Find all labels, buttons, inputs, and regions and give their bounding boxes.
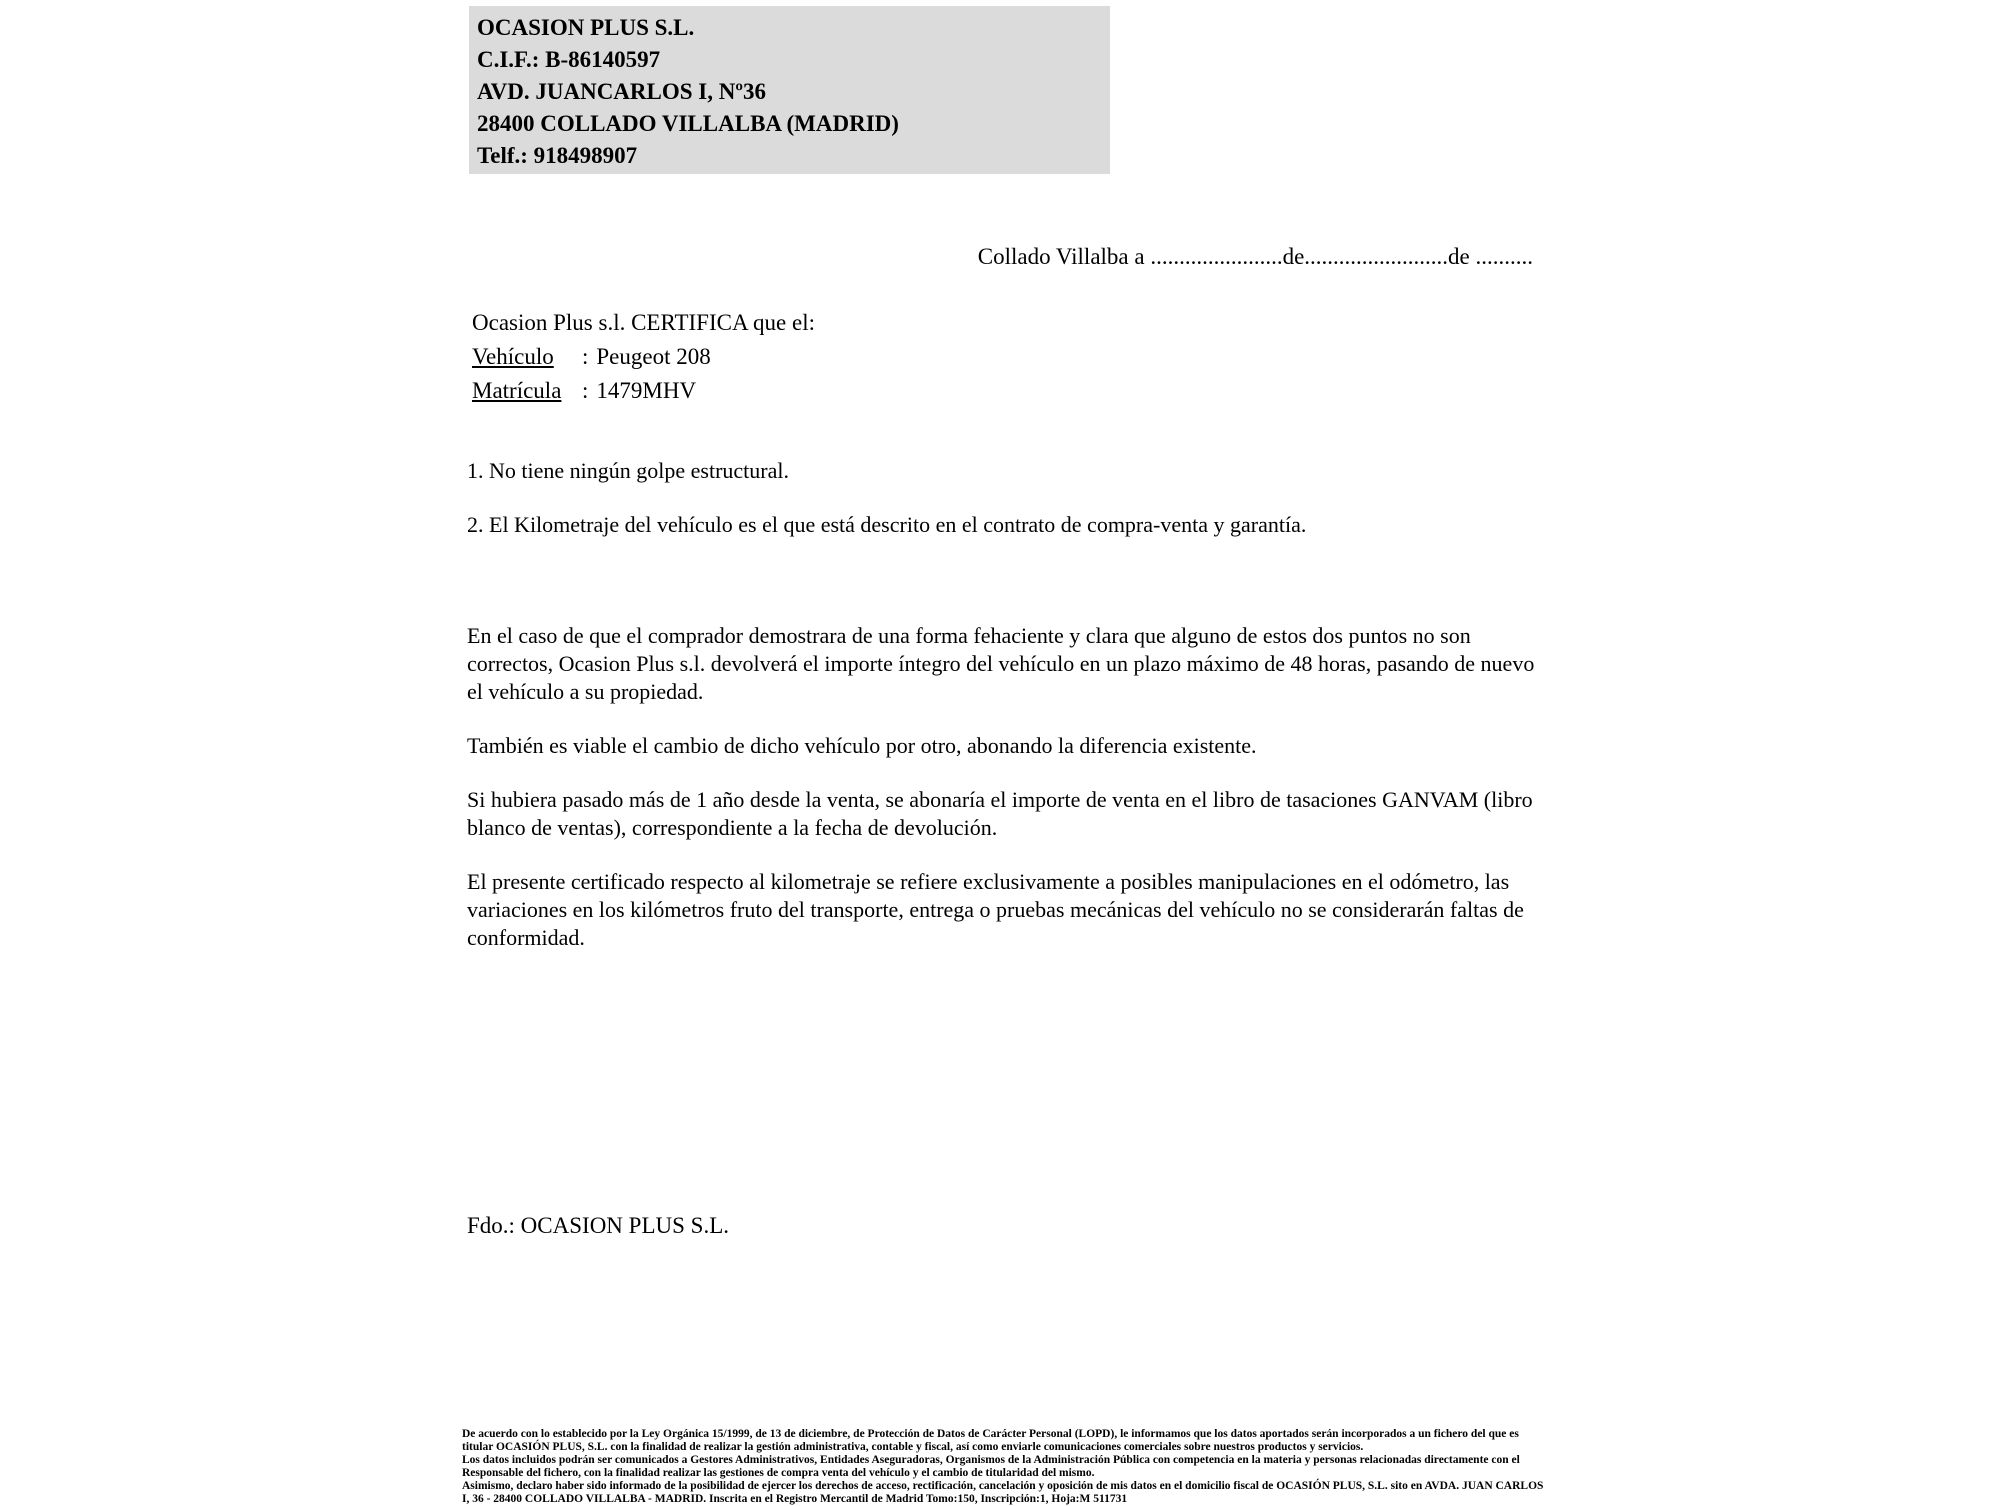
certified-point-2: 2. El Kilometraje del vehículo es el que está descrito en el contrato de compra-venta y garantía.	[467, 512, 1307, 537]
signature-line: Fdo.: OCASION PLUS S.L.	[467, 1213, 729, 1238]
certify-statement: Ocasion Plus s.l. CERTIFICA que el:	[472, 310, 815, 335]
legal-footer	[462, 1428, 1547, 1506]
plate-label-column	[472, 374, 582, 408]
body-paragraphs	[467, 622, 1537, 978]
vehicle-value: Peugeot 208	[596, 344, 711, 369]
company-name: OCASION PLUS S.L.	[477, 15, 695, 40]
footer-paragraph-lopd: De acuerdo con lo establecido por la Ley Orgánica 15/1999, de 13 de diciembre, de Protección de Datos de Carácter Personal (LOPD), le informamos que los datos aportados serán incorporados a un fichero del que es titular OCASIÓN PLUS, S.L. con la finalidad de realizar la gestión administrativa, contable y fiscal, así como enviarle comunicaciones comerciales sobre nuestros productos y servicios.	[462, 1428, 1519, 1453]
certify-block	[472, 306, 815, 408]
certified-point-1: 1. No tiene ningún golpe estructural.	[467, 458, 789, 483]
footer-paragraph-rights: Asimismo, declaro haber sido informado de la posibilidad de ejercer los derechos de acceso, rectificación, cancelación y oposición de mis datos en el domicilio fiscal de OCASIÓN PLUS, S.L. sito en AVDA. JUAN CARLOS I, 36 - 28400 COLLADO VILLALBA - MADRID. Inscrita en el Registro Mercantil de Madrid Tomo:150, Inscripción:1, Hoja:M 511731	[462, 1480, 1544, 1505]
plate-separator: :	[582, 378, 589, 403]
plate-value: 1479MHV	[596, 378, 697, 403]
paragraph-ganvam: Si hubiera pasado más de 1 año desde la venta, se abonaría el importe de venta en el libro de tasaciones GANVAM (libro blanco de ventas), correspondiente a la fecha de devolución.	[467, 787, 1533, 840]
footer-paragraph-data-sharing: Los datos incluidos podrán ser comunicados a Gestores Administrativos, Entidades Aseguradoras, Organismos de la Administración Pública con competencia en la materia y personas relacionadas directamente con el Responsable del fichero, con la finalidad realizar las gestiones de compra venta del vehículo y el cambio de titularidad del mismo.	[462, 1454, 1520, 1479]
plate-label: Matrícula	[472, 378, 562, 403]
date-line: Collado Villalba a .......................de.........................de ..........	[977, 244, 1533, 269]
paragraph-odometer: El presente certificado respecto al kilometraje se refiere exclusivamente a posibles manipulaciones en el odómetro, las variaciones en los kilómetros fruto del transporte, entrega o pruebas mecánicas del vehículo no se considerarán faltas de conformidad.	[467, 869, 1524, 950]
vehicle-separator: :	[582, 344, 589, 369]
vehicle-row	[472, 340, 815, 374]
company-address: AVD. JUANCARLOS I, Nº36	[477, 79, 766, 104]
company-phone: Telf.: 918498907	[477, 143, 638, 168]
company-header-box	[469, 6, 1110, 174]
company-cif: C.I.F.: B-86140597	[477, 47, 661, 72]
vehicle-label: Vehículo	[472, 344, 554, 369]
company-city: 28400 COLLADO VILLALBA (MADRID)	[477, 111, 899, 136]
paragraph-exchange: También es viable el cambio de dicho vehículo por otro, abonando la diferencia existente.	[467, 733, 1257, 758]
plate-row	[472, 374, 815, 408]
vehicle-label-column	[472, 340, 582, 374]
paragraph-refund: En el caso de que el comprador demostrara de una forma fehaciente y clara que alguno de estos dos puntos no son correctos, Ocasion Plus s.l. devolverá el importe íntegro del vehículo en un plazo máximo de 48 horas, pasando de nuevo el vehículo a su propiedad.	[467, 623, 1535, 704]
